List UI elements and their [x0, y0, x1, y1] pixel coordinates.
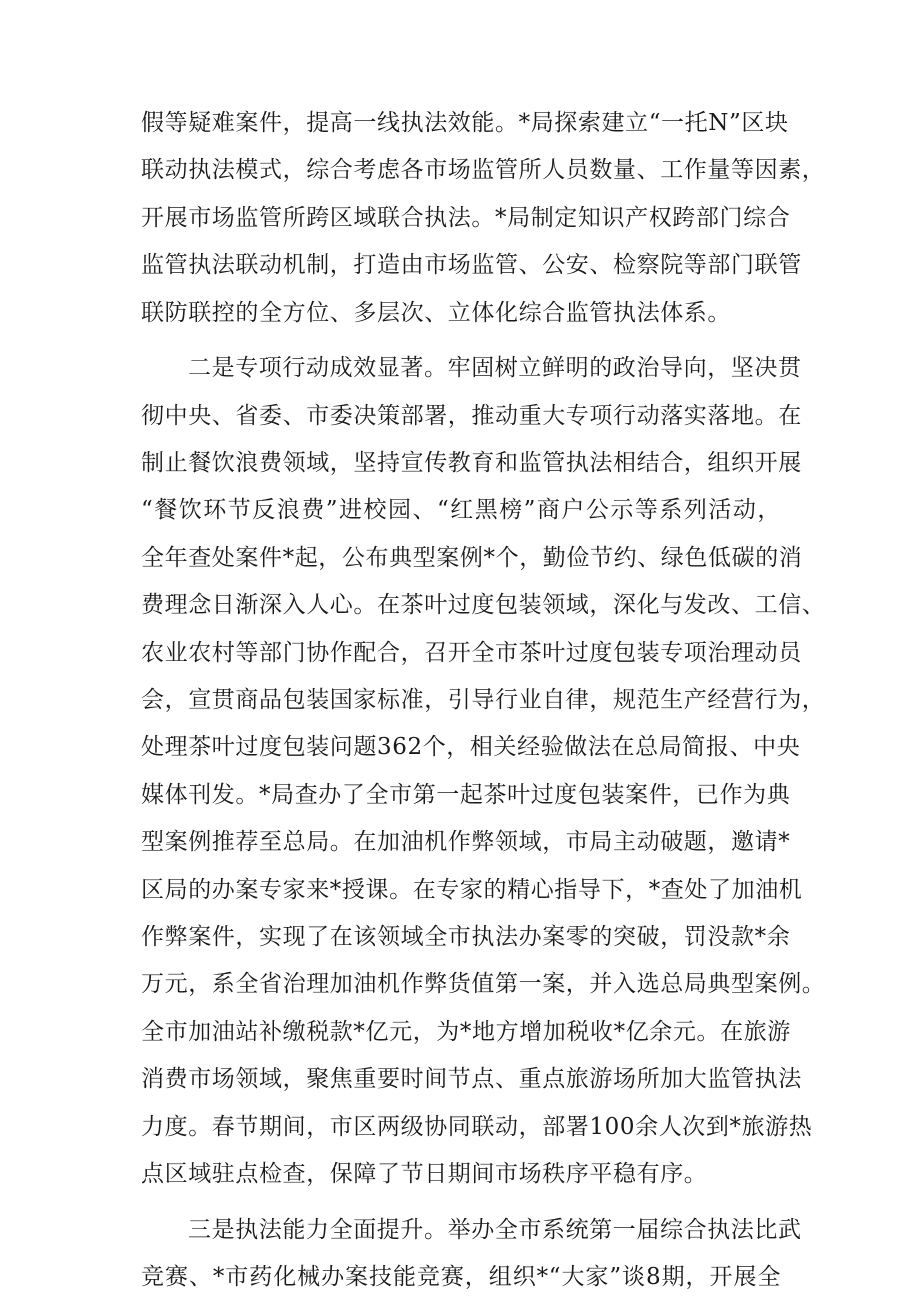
- text-line: 型案例推荐至总局。在加油机作弊领域，市局主动破题，邀请*: [141, 829, 791, 855]
- text-line: 竞赛、*市药化械办案技能竞赛，组织*“大家”谈8期，开展全: [141, 1264, 781, 1290]
- text-line: 媒体刊发。*局查办了全市第一起茶叶过度包装案件，已作为典: [141, 782, 791, 808]
- text-line: 处理茶叶过度包装问题362个，相关经验做法在总局简报、中央: [141, 734, 801, 760]
- text-line: 联动执法模式，综合考虑各市场监管所人员数量、工作量等因素，: [141, 157, 826, 183]
- text-line: 作弊案件，实现了在该领域全市执法办案零的突破，罚没款*余: [141, 924, 791, 950]
- text-line: 力度。春节期间，市区两级协同联动，部署100余人次到*旅游热: [141, 1114, 813, 1140]
- text-line: 消费市场领域，聚焦重要时间节点、重点旅游场所加大监管执法: [141, 1066, 802, 1092]
- text-line: 点区域驻点检查，保障了节日期间市场秩序平稳有序。: [141, 1161, 708, 1187]
- text-line: 假等疑难案件，提高一线执法效能。*局探索建立“一托N”区块: [141, 110, 789, 136]
- text-line: 开展市场监管所跨区域联合执法。*局制定知识产权跨部门综合: [141, 205, 791, 231]
- text-line: 农业农村等部门协作配合，召开全市茶叶过度包装专项治理动员: [141, 640, 802, 666]
- text-line: 费理念日渐深入人心。在茶叶过度包装领域，深化与发改、工信、: [141, 592, 826, 618]
- text-line: 区局的办案专家来*授课。在专家的精心指导下，*查处了加油机: [141, 877, 803, 903]
- text-line: 全市加油站补缴税款*亿元，为*地方增加税收*亿余元。在旅游: [141, 1019, 791, 1045]
- text-line: 彻中央、省委、市委决策部署，推动重大专项行动落实落地。在: [141, 403, 802, 429]
- paragraph-first-line: 二是专项行动成效显著。牢固树立鲜明的政治导向，坚决贯: [188, 355, 802, 381]
- text-line: “餐饮环节反浪费”进校园、“红黑榜”商户公示等系列活动，: [141, 497, 781, 523]
- text-line: 监管执法联动机制，打造由市场监管、公安、检察院等部门联管: [141, 252, 802, 278]
- text-line: 制止餐饮浪费领域，坚持宣传教育和监管执法相结合，组织开展: [141, 450, 802, 476]
- paragraph-first-line: 三是执法能力全面提升。举办全市系统第一届综合执法比武: [188, 1217, 802, 1243]
- text-line: 联防联控的全方位、多层次、立体化综合监管执法体系。: [141, 300, 731, 326]
- text-line: 万元，系全省治理加油机作弊货值第一案，并入选总局典型案例。: [141, 971, 826, 997]
- text-line: 全年查处案件*起，公布典型案例*个，勤俭节约、绿色低碳的消: [141, 545, 803, 571]
- text-line: 会，宣贯商品包装国家标准，引导行业自律，规范生产经营行为，: [141, 687, 826, 713]
